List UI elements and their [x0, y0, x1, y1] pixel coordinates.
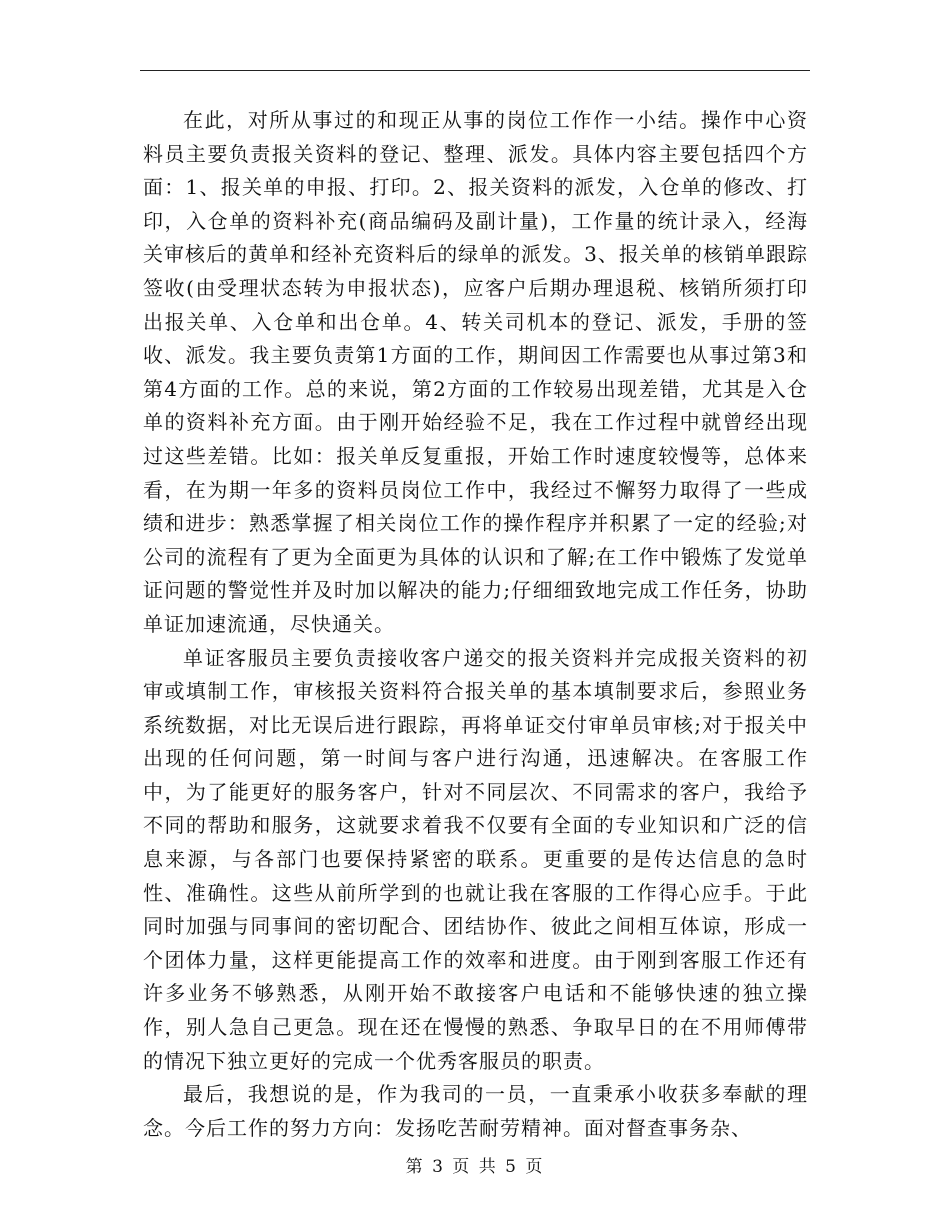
header-divider — [140, 70, 810, 71]
page-number-footer: 第 3 页 共 5 页 — [405, 1157, 545, 1177]
document-body — [143, 104, 808, 1145]
paragraph-1: 在此，对所从事过的和现正从事的岗位工作作一小结。操作中心资料员主要负责报关资料的登记、整理、派发。具体内容主要包括四个方面：1、报关单的申报、打印。2、报关资料的派发，入仓单的修改、打印，入仓单的资料补充(商品编码及副计量)，工作量的统计录入，经海关审核后的黄单和经补充资料后的绿单的派发。3、报关单的核销单跟踪签收(由受理状态转为申报状态)，应客户后期办理退税、核销所须打印出报关单、入仓单和出仓单。4、转关司机本的登记、派发，手册的签收、派发。我主要负责第1方面的工作，期间因工作需要也从事过第3和第4方面的工作。总的来说，第2方面的工作较易出现差错，尤其是入仓单的资料补充方面。由于刚开始经验不足，我在工作过程中就曾经出现过这些差错。比如：报关单反复重报，开始工作时速度较慢等，总体来看，在为期一年多的资料员岗位工作中，我经过不懈努力取得了一些成绩和进步：熟悉掌握了相关岗位工作的操作程序并积累了一定的经验;对公司的流程有了更为全面更为具体的认识和了解;在工作中锻炼了发觉单证问题的警觉性并及时加以解决的能力;仔细细致地完成工作任务，协助单证加速流通，尽快通关。 — [143, 108, 808, 636]
paragraph-2: 单证客服员主要负责接收客户递交的报关资料并完成报关资料的初审或填制工作，审核报关资料符合报关单的基本填制要求后，参照业务系统数据，对比无误后进行跟踪，再将单证交付审单员审核;对于报关中出现的任何问题，第一时间与客户进行沟通，迅速解决。在客服工作中，为了能更好的服务客户，针对不同层次、不同需求的客户，我给予不同的帮助和服务，这就要求着我不仅要有全面的专业知识和广泛的信息来源，与各部门也要保持紧密的联系。更重要的是传达信息的急时性、准确性。这些从前所学到的也就让我在客服的工作得心应手。于此同时加强与同事间的密切配合、团结协作、彼此之间相互体谅，形成一个团体力量，这样更能提高工作的效率和进度。由于刚到客服工作还有许多业务不够熟悉，从刚开始不敢接客户电话和不能够快速的独立操作，别人急自己更急。现在还在慢慢的熟悉、争取早日的在不用师傅带的情况下独立更好的完成一个优秀客服员的职责。 — [143, 645, 808, 1073]
paragraph-3: 最后，我想说的是，作为我司的一员，一直秉承小收获多奉献的理念。今后工作的努力方向：发扬吃苦耐劳精神。面对督查事务杂、 — [143, 1082, 808, 1140]
